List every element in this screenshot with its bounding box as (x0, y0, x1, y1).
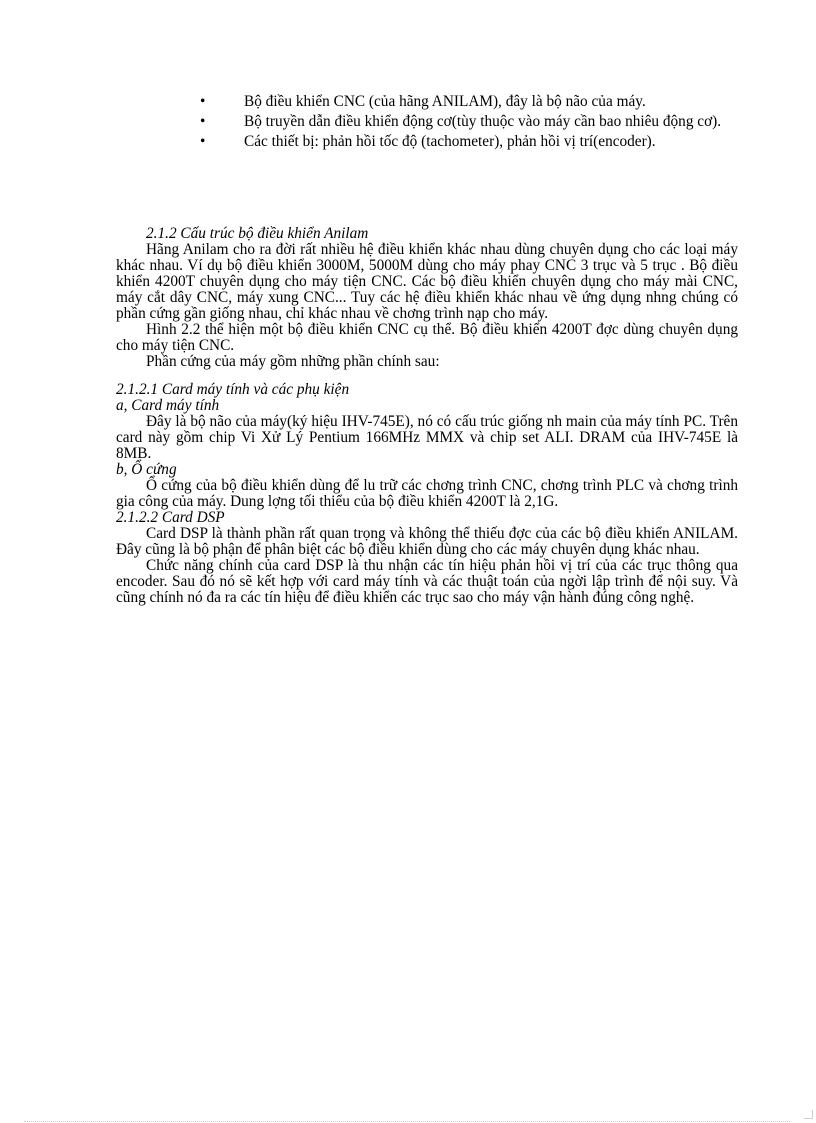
paragraph: Ổ cứng của bộ điều khiển dùng để lu trữ các chơng trình CNC, chơng trình PLC và chơng trình gia công của máy. Dung lợng tối thiểu của bộ điều khiển 4200T là 2,1G. (116, 477, 738, 510)
bullet-icon: • (200, 113, 206, 130)
section-heading: 2.1.2.2 Card DSP (116, 509, 225, 526)
bullet-text: Bộ điều khiển CNC (của hãng ANILAM), đây là bộ não của máy. (244, 93, 646, 110)
subsection-heading: b, Ổ cứng (116, 461, 177, 478)
bullet-list (200, 93, 738, 154)
bullet-icon: • (200, 93, 206, 110)
paragraph: Card DSP là thành phần rất quan trọng và không thể thiếu đợc của các bộ điều khiển ANILAM. Đây cũng là bộ phận để phân biệt các bộ điều khiển dùng cho các máy chuyên dụng khác nhau. (116, 525, 738, 558)
subsection-heading: a, Card máy tính (116, 397, 220, 414)
section-heading: 2.1.2.1 Card máy tính và các phụ kiện (116, 381, 350, 398)
page-bottom-border (24, 1121, 790, 1122)
paragraph: Đây là bộ não của máy(ký hiệu IHV-745E), nó có cấu trúc giống nh main của máy tính PC. Trên card này gồm chip Vi Xử Lý Pentium 166MHz MMX và chip set ALI. DRAM của IHV-745E là 8MB. (116, 413, 738, 462)
paragraph: Hãng Anilam cho ra đời rất nhiều hệ điều khiển khác nhau dùng chuyên dụng cho các loại máy khác nhau. Ví dụ bộ điều khiển 3000M, 5000M dùng cho máy phay CNC 3 trục và 5 trục . Bộ điều khiển 4200T chuyên dụng cho máy tiện CNC. Các bộ điều khiển chuyên dụng cho máy mài CNC, máy cắt dây CNC, máy xung CNC... Tuy các hệ điều khiển khác nhau về ứng dụng nhng chúng có phần cứng gần giống nhau, chỉ khác nhau về chơng trình nạp cho máy. (116, 241, 738, 322)
bullet-item (200, 113, 738, 130)
bullet-item (200, 133, 738, 150)
paragraph: Phần cứng của máy gồm những phần chính sau: (146, 353, 440, 370)
page-corner-mark (804, 1110, 813, 1119)
bullet-text: Các thiết bị: phản hồi tốc độ (tachometer), phản hồi vị trí(encoder). (244, 133, 656, 150)
bullet-text: Bộ truyền dẫn điều khiển động cơ(tùy thuộc vào máy cần bao nhiêu động cơ). (244, 113, 722, 130)
section-heading: 2.1.2 Cấu trúc bộ điều khiển Anilam (146, 225, 369, 242)
bullet-item (200, 93, 738, 110)
document-body (116, 226, 738, 606)
bullet-icon: • (200, 133, 206, 150)
paragraph: Chức năng chính của card DSP là thu nhận các tín hiệu phản hồi vị trí của các trục thông qua encoder. Sau đó nó sẽ kết hợp với card máy tính và các thuật toán của ngời lập trình để nội suy. Và cũng chính nó đa ra các tín hiệu để điều khiển các trục sao cho máy vận hành đúng công nghệ. (116, 557, 738, 606)
paragraph: Hình 2.2 thể hiện một bộ điều khiển CNC cụ thể. Bộ điều khiển 4200T đợc dùng chuyên dụng cho máy tiện CNC. (116, 321, 738, 354)
